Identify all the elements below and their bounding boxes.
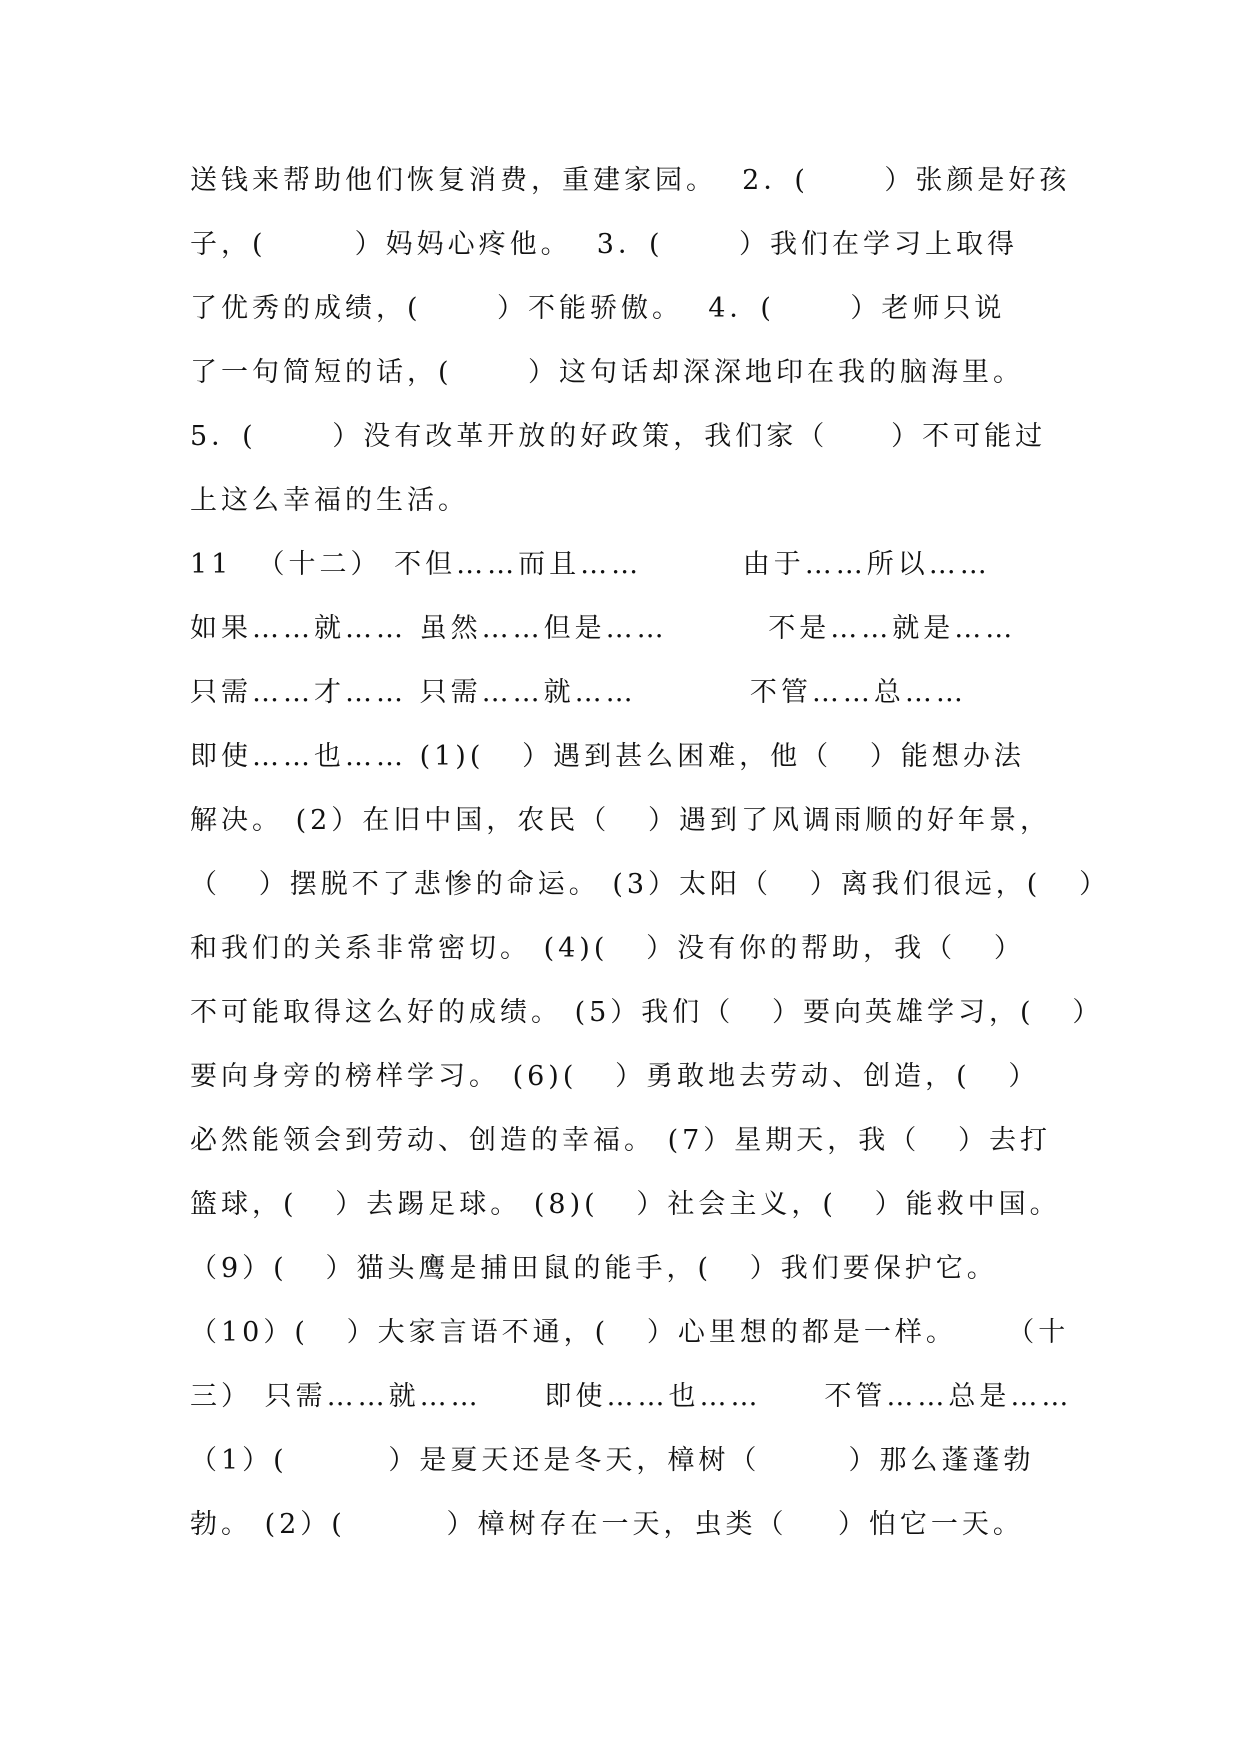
text-line: 如果……就…… 虽然……但是…… 不是……就是……: [190, 613, 1017, 644]
text-line: 子，( ）妈妈心疼他。 3．( ）我们在学习上取得: [190, 229, 1018, 260]
text-line: 和我们的关系非常密切。 (4)( ）没有你的帮助，我（ ）: [190, 933, 1025, 964]
text-line: （9）( ）猫头鹰是捕田鼠的能手，( ）我们要保护它。: [190, 1253, 998, 1284]
text-line: （10）( ）大家言语不通，( ）心里想的都是一样。 （十: [190, 1317, 1070, 1348]
text-line: 了优秀的成绩，( ）不能骄傲。 4．( ）老师只说: [190, 293, 1006, 324]
text-line: 了一句简短的话，( ）这句话却深深地印在我的脑海里。: [190, 357, 1025, 388]
text-line: 只需……才…… 只需……就…… 不管……总……: [190, 677, 967, 708]
text-line: 上这么幸福的生活。: [190, 485, 469, 516]
text-line: 要向身旁的榜样学习。 (6)( ）勇敢地去劳动、创造，( ）: [190, 1061, 1040, 1092]
text-line: 送钱来帮助他们恢复消费，重建家园。 2．( ）张颜是好孩: [190, 165, 1071, 196]
text-line: 不可能取得这么好的成绩。 (5）我们（ ）要向英雄学习，( ）: [190, 997, 1104, 1028]
text-line: 勃。 (2）( ）樟树存在一天，虫类（ ）怕它一天。: [190, 1509, 1024, 1540]
text-line: 即使……也…… (1)( ）遇到甚么困难，他（ ）能想办法: [190, 741, 1025, 772]
text-line: 5．( ）没有改革开放的好政策，我们家（ ）不可能过: [190, 421, 1047, 452]
text-line: 11 （十二） 不但……而且…… 由于……所以……: [190, 549, 991, 580]
text-line: （1）( ）是夏天还是冬天，樟树（ ）那么蓬蓬勃: [190, 1445, 1035, 1476]
text-line: （ ）摆脱不了悲惨的命运。 (3）太阳（ ）离我们很远，( ）: [190, 869, 1111, 900]
text-line: 必然能领会到劳动、创造的幸福。 (7）星期天，我（ ）去打: [190, 1125, 1052, 1156]
text-line: 三） 只需……就…… 即使……也…… 不管……总是……: [190, 1381, 1073, 1412]
text-line: 解决。 (2）在旧中国，农民（ ）遇到了风调雨顺的好年景，: [190, 805, 1052, 836]
text-line: 篮球，( ）去踢足球。 (8)( ）社会主义，( ）能救中国。: [190, 1189, 1061, 1220]
